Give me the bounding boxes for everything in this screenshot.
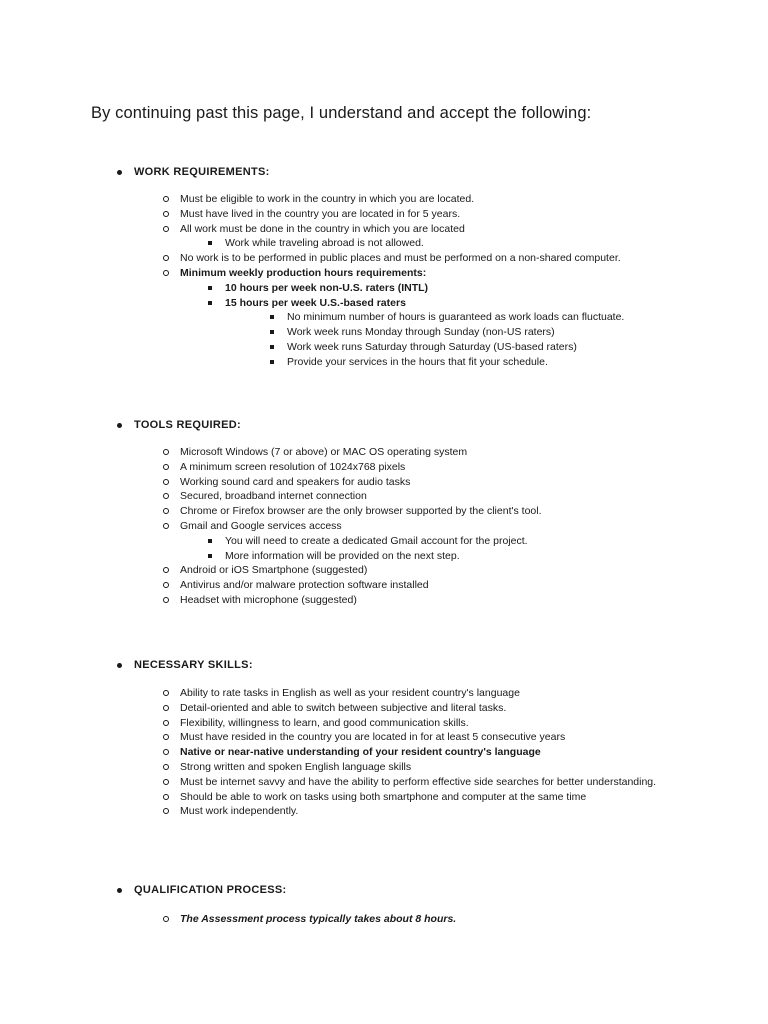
heading-label: TOOLS REQUIRED: xyxy=(134,419,241,431)
circle-bullet-icon xyxy=(163,764,169,770)
circle-bullet-icon xyxy=(163,705,169,711)
list-item: Must be eligible to work in the country in which you are located. xyxy=(163,192,723,207)
qualification-process-list xyxy=(163,912,723,927)
circle-bullet-icon xyxy=(163,808,169,814)
bullet-icon xyxy=(117,888,122,893)
circle-bullet-icon xyxy=(163,690,169,696)
square-bullet-icon xyxy=(208,539,212,543)
list-item: Must have lived in the country you are located in for 5 years. xyxy=(163,207,723,222)
list-item: Native or near-native understanding of your resident country's language xyxy=(163,745,723,760)
list-item: 10 hours per week non-U.S. raters (INTL) xyxy=(208,281,723,296)
work-requirements-list xyxy=(163,192,723,370)
square-bullet-icon xyxy=(208,286,212,290)
heading-label: NECESSARY SKILLS: xyxy=(134,659,253,671)
circle-bullet-icon xyxy=(163,916,169,922)
circle-bullet-icon xyxy=(163,582,169,588)
list-item: Headset with microphone (suggested) xyxy=(163,593,723,608)
list-item: Working sound card and speakers for audio tasks xyxy=(163,475,723,490)
square-bullet-icon xyxy=(270,315,274,319)
circle-bullet-icon xyxy=(163,479,169,485)
list-item: No work is to be performed in public places and must be performed on a non-shared computer. xyxy=(163,251,723,266)
square-bullet-icon xyxy=(270,345,274,349)
list-item: The Assessment process typically takes about 8 hours. xyxy=(163,912,723,927)
list-item: More information will be provided on the next step. xyxy=(208,549,723,564)
circle-bullet-icon xyxy=(163,523,169,529)
list-item: 15 hours per week U.S.-based raters No minimum number of hours is guaranteed as work loads can fluctuate. Work week runs Monday through Sunday (non-US raters) Work week runs Saturday through Saturday (US-based raters) Provide your services in the hours that fit your schedule. xyxy=(208,296,723,370)
list-item: All work must be done in the country in which you are located Work while traveling abroad is not allowed. xyxy=(163,222,723,252)
list-item: Work week runs Saturday through Saturday (US-based raters) xyxy=(270,340,723,355)
list-item: Must be internet savvy and have the ability to perform effective side searches for better understanding. xyxy=(163,775,723,790)
heading-label: WORK REQUIREMENTS: xyxy=(134,166,270,178)
list-item: Provide your services in the hours that fit your schedule. xyxy=(270,355,723,370)
bullet-icon xyxy=(117,423,122,428)
circle-bullet-icon xyxy=(163,734,169,740)
list-item: Strong written and spoken English language skills xyxy=(163,760,723,775)
bullet-icon xyxy=(117,663,122,668)
square-bullet-icon xyxy=(208,554,212,558)
list-item: Antivirus and/or malware protection software installed xyxy=(163,578,723,593)
page-title: By continuing past this page, I understand and accept the following: xyxy=(91,104,592,122)
circle-bullet-icon xyxy=(163,493,169,499)
section-heading xyxy=(117,166,270,178)
list-item: Microsoft Windows (7 or above) or MAC OS operating system xyxy=(163,445,723,460)
circle-bullet-icon xyxy=(163,794,169,800)
list-item: Work while traveling abroad is not allowed. xyxy=(208,236,723,251)
section-heading xyxy=(117,884,286,896)
list-item: Minimum weekly production hours requirements: 10 hours per week non-U.S. raters (INTL) 15 hours per week U.S.-based raters No minimum number of hours is guaranteed as work loads can fluctuate. Work week runs Monday through Sunday (non-US raters) Work week runs Saturday through Saturday (US-based raters) Provide your services in the hours that fit your schedule. xyxy=(163,266,723,370)
circle-bullet-icon xyxy=(163,255,169,261)
circle-bullet-icon xyxy=(163,211,169,217)
square-bullet-icon xyxy=(208,301,212,305)
list-item: No minimum number of hours is guaranteed as work loads can fluctuate. xyxy=(270,310,723,325)
list-item: Android or iOS Smartphone (suggested) xyxy=(163,563,723,578)
circle-bullet-icon xyxy=(163,226,169,232)
list-item: Secured, broadband internet connection xyxy=(163,489,723,504)
circle-bullet-icon xyxy=(163,567,169,573)
list-item: You will need to create a dedicated Gmail account for the project. xyxy=(208,534,723,549)
circle-bullet-icon xyxy=(163,597,169,603)
circle-bullet-icon xyxy=(163,196,169,202)
list-item: Work week runs Monday through Sunday (non-US raters) xyxy=(270,325,723,340)
necessary-skills-list xyxy=(163,686,723,819)
list-item: Ability to rate tasks in English as well as your resident country's language xyxy=(163,686,723,701)
square-bullet-icon xyxy=(270,360,274,364)
circle-bullet-icon xyxy=(163,508,169,514)
list-item: A minimum screen resolution of 1024x768 pixels xyxy=(163,460,723,475)
section-heading xyxy=(117,419,241,431)
list-item: Chrome or Firefox browser are the only browser supported by the client's tool. xyxy=(163,504,723,519)
list-item: Should be able to work on tasks using both smartphone and computer at the same time xyxy=(163,790,723,805)
circle-bullet-icon xyxy=(163,720,169,726)
circle-bullet-icon xyxy=(163,779,169,785)
circle-bullet-icon xyxy=(163,749,169,755)
square-bullet-icon xyxy=(270,330,274,334)
bullet-icon xyxy=(117,170,122,175)
square-bullet-icon xyxy=(208,241,212,245)
tools-required-list xyxy=(163,445,723,608)
heading-label: QUALIFICATION PROCESS: xyxy=(134,884,287,896)
list-item: Detail-oriented and able to switch between subjective and literal tasks. xyxy=(163,701,723,716)
circle-bullet-icon xyxy=(163,449,169,455)
circle-bullet-icon xyxy=(163,464,169,470)
list-item: Flexibility, willingness to learn, and good communication skills. xyxy=(163,716,723,731)
list-item: Must have resided in the country you are located in for at least 5 consecutive years xyxy=(163,730,723,745)
circle-bullet-icon xyxy=(163,270,169,276)
list-item: Gmail and Google services access You will need to create a dedicated Gmail account for the project. More information will be provided on the next step. xyxy=(163,519,723,563)
list-item: Must work independently. xyxy=(163,804,723,819)
section-heading xyxy=(117,659,253,671)
